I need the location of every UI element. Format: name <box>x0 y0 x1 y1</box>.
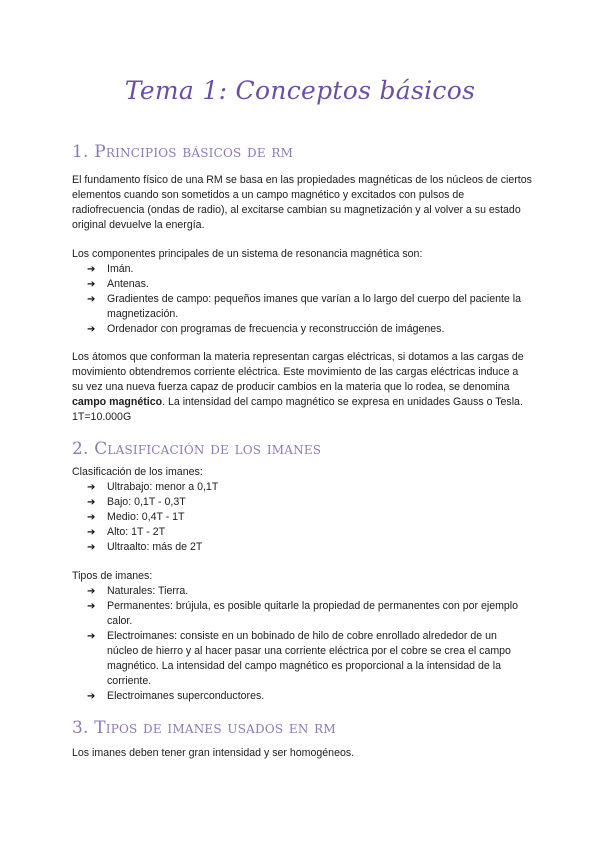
right-arrow-icon: ➔ <box>87 324 96 335</box>
list-item: ➔ Bajo: 0,1T - 0,3T <box>87 496 186 508</box>
list-item: ➔ Ultraalto: más de 2T <box>87 541 203 553</box>
list-item: ➔ Naturales: Tierra. <box>87 585 189 597</box>
list-item: ➔ Antenas. <box>87 278 149 290</box>
classification-list <box>87 480 527 555</box>
list-item: ➔ Imán. <box>87 263 134 275</box>
right-arrow-icon: ➔ <box>87 691 96 702</box>
right-arrow-icon: ➔ <box>87 542 96 553</box>
list-item: ➔ Gradientes de campo: pequeños imanes que varían a lo largo del cuerpo del paciente la magnetización. <box>87 293 522 320</box>
section-3-heading: 3. Tipos de imanes usados en rm <box>72 718 336 738</box>
section-1-heading: 1. Principios básicos de rm <box>72 142 294 162</box>
right-arrow-icon: ➔ <box>87 527 96 538</box>
right-arrow-icon: ➔ <box>87 264 96 275</box>
right-arrow-icon: ➔ <box>87 482 96 493</box>
list-item: ➔ Ultrabajo: menor a 0,1T <box>87 481 219 493</box>
right-arrow-icon: ➔ <box>87 294 96 305</box>
page-title: Tema 1: Conceptos básicos <box>124 76 476 105</box>
right-arrow-icon: ➔ <box>87 279 96 290</box>
right-arrow-icon: ➔ <box>87 601 96 612</box>
components-label: Los componentes principales de un sistema de resonancia magnética son: <box>72 248 423 260</box>
section-3-text: Los imanes deben tener gran intensidad y ser homogéneos. <box>72 747 355 759</box>
types-label: Tipos de imanes: <box>72 570 153 582</box>
list-item: ➔ Electroimanes: consiste en un bobinado de hilo de cobre enrollado alrededor de un núcleo de hierro y al hacer pasar una corriente eléctrica por el cobre se crea el campo magnético. La intensidad del campo magnético es proporcional a la intensidad de la corriente. <box>87 630 511 687</box>
atoms-paragraph: Los átomos que conforman la materia representan cargas eléctricas, si dotamos a las cargas de movimiento obtendremos corriente eléctrica. Este movimiento de las cargas eléctricas induce a su vez una nueva fuerza capaz de producir cambios en la materia que lo rodea, se denomina campo magnético. La intensidad del campo magnético se expresa en unidades Gauss o Tesla. 1T=10.000G <box>72 351 524 423</box>
right-arrow-icon: ➔ <box>87 512 96 523</box>
list-item: ➔ Alto: 1T - 2T <box>87 526 166 538</box>
list-item: ➔ Medio: 0,4T - 1T <box>87 511 185 523</box>
right-arrow-icon: ➔ <box>87 631 96 642</box>
right-arrow-icon: ➔ <box>87 586 96 597</box>
list-item: ➔ Ordenador con programas de frecuencia y reconstrucción de imágenes. <box>87 323 445 335</box>
section-2-heading: 2. Clasificación de los imanes <box>72 439 322 459</box>
right-arrow-icon: ➔ <box>87 497 96 508</box>
components-list <box>87 262 527 337</box>
section-1-intro: El fundamento físico de una RM se basa en las propiedades magnéticas de los núcleos de ciertos elementos cuando son sometidos a un campo magnético y excitados con pulsos de radiofrecuencia (ondas de radio), al excitarse cambian su magnetización y al volver a su estado original devuelve la energía. <box>72 174 532 231</box>
list-item: ➔ Permanentes: brújula, es posible quitarle la propiedad de permanentes con por ejemplo calor. <box>87 600 519 627</box>
list-item: ➔ Electroimanes superconductores. <box>87 690 265 702</box>
bold-term: campo magnético <box>72 396 163 408</box>
types-list <box>87 584 527 704</box>
classification-label: Clasificación de los imanes: <box>72 466 203 478</box>
